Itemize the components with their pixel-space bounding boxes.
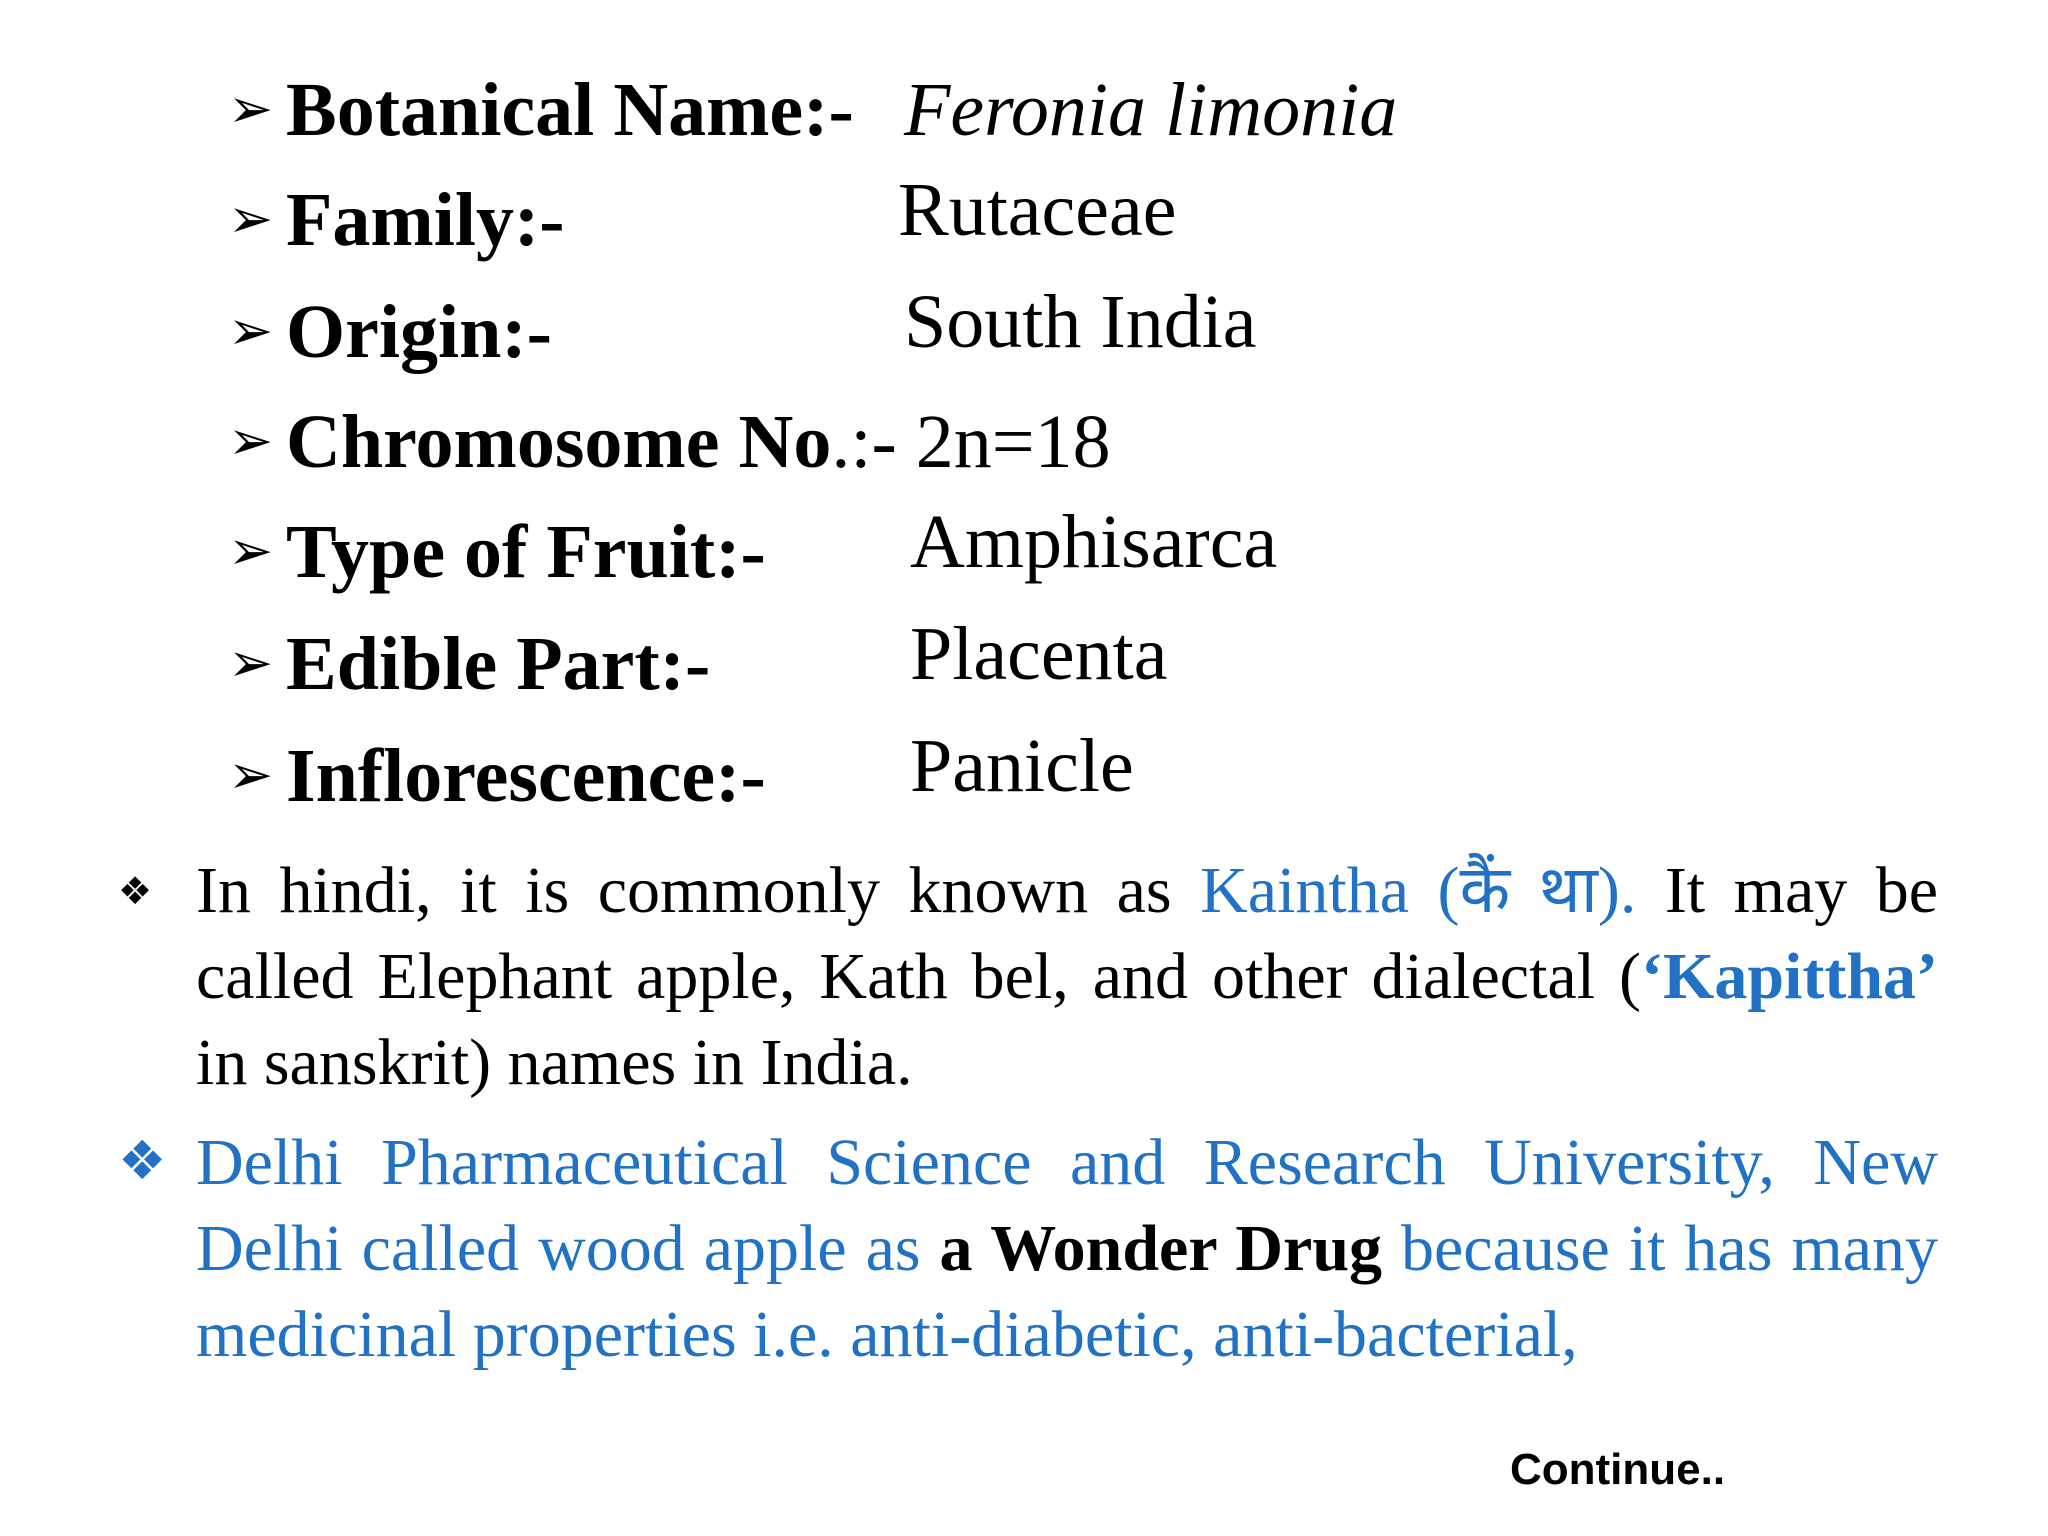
hindi-name-paragraph	[196, 848, 1938, 1106]
property-label: Botanical Name:-	[286, 68, 854, 152]
arrow-bullet-icon: ➢	[228, 299, 274, 362]
property-value: 2n=18	[896, 400, 1111, 484]
arrow-bullet-icon: ➢	[228, 77, 274, 140]
property-value: South India	[904, 280, 1257, 364]
property-label: Family:-	[286, 178, 565, 262]
property-label	[286, 400, 1111, 484]
arrow-bullet-icon: ➢	[228, 743, 274, 806]
property-type-of-fruit	[0, 500, 2048, 614]
diamond-bullet-icon: ❖	[118, 869, 153, 913]
arrow-bullet-icon: ➢	[228, 187, 274, 250]
property-edible-part	[0, 612, 2048, 726]
property-botanical-name	[0, 68, 2048, 172]
paragraph-text: because it has many medicinal properties i.e. anti-diabetic, anti-bacterial,	[196, 1212, 1938, 1371]
kapittha-name: ‘Kapittha’	[1641, 940, 1938, 1013]
property-value: Panicle	[910, 724, 1134, 808]
property-inflorescence	[0, 724, 2048, 838]
wonder-drug-paragraph	[196, 1120, 1938, 1378]
property-label-text: Chromosome No	[286, 400, 832, 484]
property-value: Feronia limonia	[904, 68, 1398, 152]
property-label: Inflorescence:-	[286, 734, 766, 818]
property-value: Amphisarca	[910, 500, 1278, 584]
property-origin	[0, 280, 2048, 394]
diamond-bullet-icon: ❖	[118, 1129, 167, 1192]
paragraph-text: Delhi Pharmaceutical Science and Research University, New Delhi called wood apple as	[196, 1126, 1938, 1285]
continue-label: Continue..	[1510, 1445, 1726, 1494]
property-label: Type of Fruit:-	[286, 510, 766, 594]
arrow-bullet-icon: ➢	[228, 631, 274, 694]
paragraph-text: It may be called Elephant apple, Kath bel, and other dialectal (	[196, 854, 1939, 1013]
wonder-drug-phrase: a Wonder Drug	[939, 1212, 1383, 1285]
property-family	[0, 168, 2048, 282]
property-value: Rutaceae	[898, 168, 1177, 252]
property-label: Edible Part:-	[286, 622, 711, 706]
property-chromosome-number	[0, 400, 2048, 504]
property-label-suffix: .:-	[831, 400, 897, 484]
arrow-bullet-icon: ➢	[228, 409, 274, 472]
paragraph-text: in sanskrit) names in India.	[196, 1026, 913, 1099]
arrow-bullet-icon: ➢	[228, 519, 274, 582]
kaintha-name: Kaintha (कैं था).	[1200, 854, 1637, 927]
property-label: Origin:-	[286, 290, 552, 374]
property-value: Placenta	[910, 612, 1168, 696]
paragraph-text: In hindi, it is commonly known as	[196, 854, 1201, 927]
